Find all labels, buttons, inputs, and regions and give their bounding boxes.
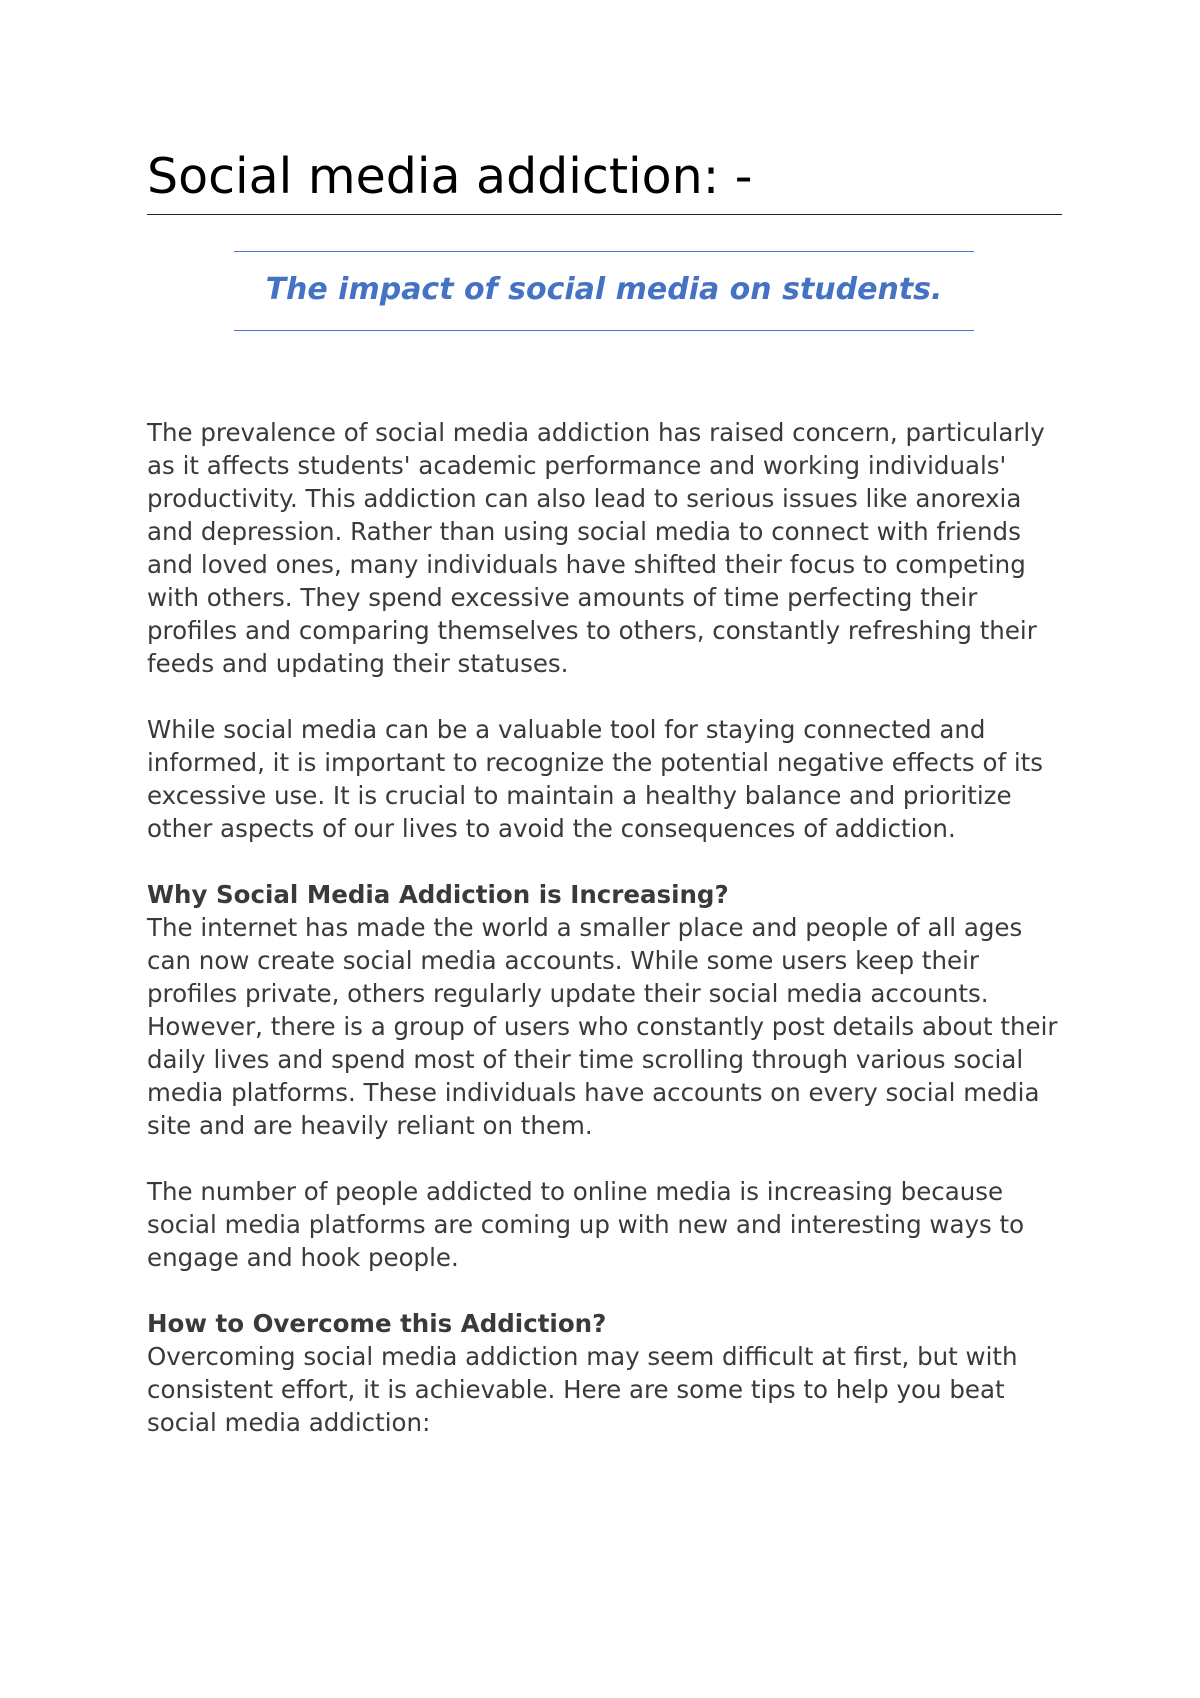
page-subtitle: The impact of social media on students. (265, 272, 943, 307)
title-underline (147, 214, 1062, 215)
paragraph-balance: While social media can be a valuable tool for staying connected and informed, it is important to recognize the potential negative effects of its excessive use. It is crucial to maintain a healthy balance and prioritize other aspects of our lives to avoid the consequences of addiction. (147, 715, 1044, 843)
document-body (147, 416, 1067, 1439)
page-title: Social media addiction: - (147, 148, 753, 205)
paragraph-number-addicted: The number of people addicted to online media is increasing because social media platforms are coming up with new and interesting ways to engage and hook people. (147, 1177, 1025, 1272)
paragraph-overcoming: Overcoming social media addiction may seem difficult at first, but with consistent effort, it is achievable. Here are some tips to help you beat social media addiction: (147, 1342, 1018, 1437)
subtitle-bottom-rule (234, 330, 974, 331)
subtitle-top-rule (234, 251, 974, 252)
paragraph-internet: The internet has made the world a smaller place and people of all ages can now create social media accounts. While some users keep their profiles private, others regularly update their social media accounts. However, there is a group of users who constantly post details about their daily lives and spend most of their time scrolling through various social media platforms. These individuals have accounts on every social media site and are heavily reliant on them. (147, 913, 1058, 1140)
paragraph-prevalence: The prevalence of social media addiction has raised concern, particularly as it affects students' academic performance and working individuals' productivity. This addiction can also lead to serious issues like anorexia and depression. Rather than using social media to connect with friends and loved ones, many individuals have shifted their focus to competing with others. They spend excessive amounts of time perfecting their profiles and comparing themselves to others, constantly refreshing their feeds and updating their statuses. (147, 418, 1045, 678)
heading-why-increasing: Why Social Media Addiction is Increasing? (147, 880, 729, 909)
heading-how-to-overcome: How to Overcome this Addiction? (147, 1309, 607, 1338)
